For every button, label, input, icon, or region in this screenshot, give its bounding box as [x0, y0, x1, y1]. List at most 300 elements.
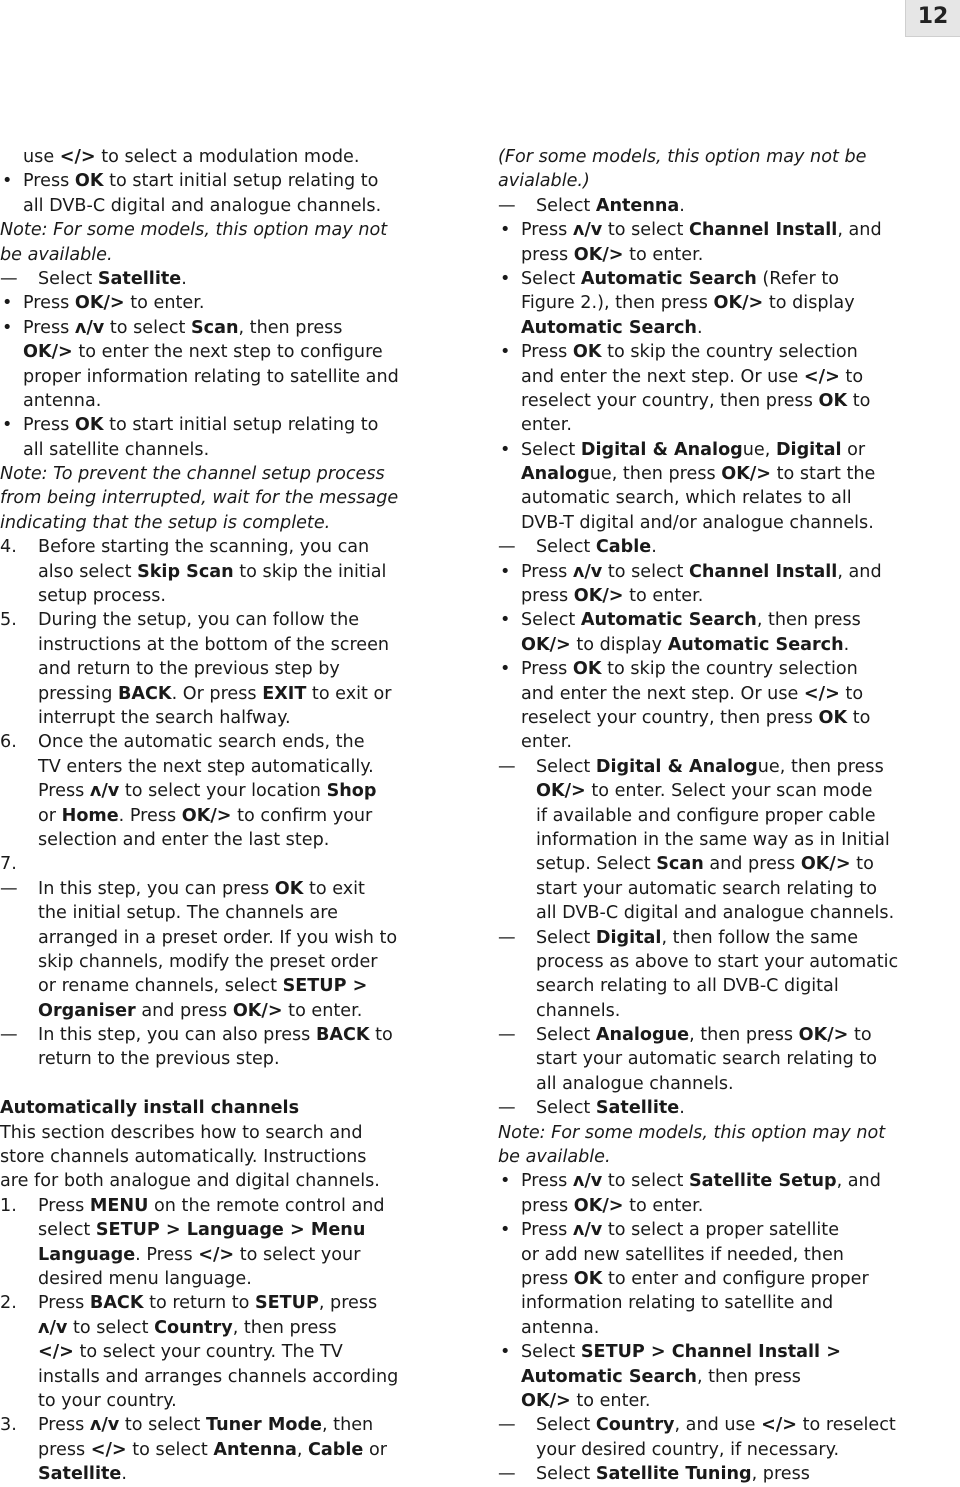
text-run: TV enters the next step automatically. — [38, 756, 374, 777]
text-line — [0, 877, 470, 901]
bold-term: ʌ/v — [572, 1220, 603, 1241]
text-line — [498, 340, 958, 364]
text-line — [498, 511, 958, 535]
text-run: be available. — [498, 1147, 611, 1168]
text-run: to enter the next step to configure — [72, 342, 383, 363]
bold-term: OK — [818, 390, 848, 411]
text-run: store channels automatically. Instructions — [0, 1147, 367, 1168]
text-run: to enter. Select your scan mode — [585, 781, 873, 802]
text-line — [498, 1267, 958, 1291]
left-column — [0, 145, 470, 1486]
text-run: to skip the country selection — [601, 659, 858, 680]
bold-term: Scan — [191, 317, 239, 338]
text-run: to exit — [303, 878, 365, 899]
text-line — [498, 413, 958, 437]
bold-term: Organiser — [38, 1000, 136, 1021]
text-run: selection and enter the last step. — [38, 829, 330, 850]
bold-term: OK — [74, 171, 104, 192]
text-run: Once the automatic search ends, the — [38, 732, 365, 753]
text-run: DVB-T digital and/or analogue channels. — [521, 512, 874, 533]
text-run: and press — [135, 1000, 233, 1021]
bold-term: Satellite Setup — [689, 1171, 837, 1192]
bold-term: BACK — [89, 1293, 144, 1314]
bold-term: OK — [572, 659, 602, 680]
note-line — [0, 511, 470, 535]
bold-term: Tuner Mode — [206, 1415, 322, 1436]
text-line — [0, 1169, 470, 1193]
text-line — [0, 633, 470, 657]
bold-term: OK — [274, 878, 304, 899]
bullet-marker: • — [500, 1220, 511, 1241]
text-run: or rename channels, select — [38, 976, 283, 997]
bold-term: OK/> — [521, 1390, 571, 1411]
text-run: automatic search, which relates to all — [521, 488, 852, 509]
text-run: to select — [67, 1317, 155, 1338]
text-run: desired menu language. — [38, 1268, 252, 1289]
text-run: Select — [536, 195, 596, 216]
text-line — [498, 657, 958, 681]
bold-term: Skip Scan — [137, 561, 234, 582]
text-run: to start initial setup relating to — [103, 415, 379, 436]
page-header — [0, 0, 960, 36]
bullet-marker: • — [500, 561, 511, 582]
text-run: . — [121, 1464, 127, 1485]
text-run: installs and arranges channels according — [38, 1366, 399, 1387]
text-run: to reselect — [797, 1415, 896, 1436]
bold-term: Country — [595, 1415, 675, 1436]
text-run: Select — [521, 610, 581, 631]
text-run: , and — [837, 220, 882, 241]
text-line — [498, 218, 958, 242]
text-run: Press — [23, 293, 75, 314]
text-line — [498, 1389, 958, 1413]
dash-marker: — — [0, 1025, 18, 1046]
bold-term: ʌ/v — [38, 1317, 68, 1338]
bullet-marker: • — [2, 317, 13, 338]
note-line — [0, 462, 470, 486]
dash-marker: — — [498, 1025, 516, 1046]
text-run: to display — [763, 293, 855, 314]
text-run: to select — [119, 1415, 206, 1436]
bold-term: Automatic Search — [580, 268, 757, 289]
text-run: Select — [521, 1342, 581, 1363]
text-run: enter. — [521, 415, 572, 436]
text-line — [498, 682, 958, 706]
text-line — [0, 950, 470, 974]
text-run: skip channels, modify the preset order — [38, 951, 378, 972]
text-run: press — [521, 1195, 574, 1216]
text-run: to enter. — [623, 586, 704, 607]
bold-term: Cable — [308, 1439, 364, 1460]
text-line — [498, 267, 958, 291]
text-run: . — [679, 1098, 685, 1119]
text-run: to enter and configure proper — [602, 1268, 869, 1289]
text-run: to select — [602, 561, 689, 582]
text-run: and enter the next step. Or use — [521, 683, 804, 704]
text-line — [0, 316, 470, 340]
text-line — [0, 194, 470, 218]
text-run: Select — [536, 756, 596, 777]
text-line — [498, 1072, 958, 1096]
text-run: Note: For some models, this option may not — [498, 1122, 886, 1143]
bold-term: Channel Install — [689, 561, 838, 582]
text-run: Press — [521, 659, 573, 680]
dash-marker: — — [498, 537, 516, 558]
bold-term: Channel Install — [689, 220, 838, 241]
text-line — [498, 1194, 958, 1218]
text-line — [0, 901, 470, 925]
text-run: antenna. — [23, 390, 102, 411]
text-line — [0, 608, 470, 632]
bold-term: ʌ/v — [89, 1415, 120, 1436]
text-run: also select — [38, 561, 138, 582]
text-run: to enter. — [623, 1195, 704, 1216]
text-run: . — [651, 537, 657, 558]
text-run: all satellite channels. — [23, 439, 210, 460]
text-run: (Refer to — [756, 268, 840, 289]
text-run: . Or press — [171, 683, 263, 704]
text-run: Figure 2.), then press — [521, 293, 714, 314]
text-run: indicating that the setup is complete. — [0, 512, 331, 533]
text-run: or — [363, 1439, 387, 1460]
text-run: , press — [318, 1293, 378, 1314]
text-run: and enter the next step. Or use — [521, 366, 804, 387]
text-run: press — [521, 586, 574, 607]
text-line — [0, 1291, 470, 1315]
bold-term: OK/> — [573, 586, 624, 607]
text-run: to select — [126, 1439, 214, 1460]
text-line — [0, 1365, 470, 1389]
bold-term: OK — [572, 342, 602, 363]
bullet-marker: • — [500, 439, 511, 460]
bold-term: Analog — [521, 464, 590, 485]
text-run: proper information relating to satellite and — [23, 366, 399, 387]
text-run: , — [296, 1439, 309, 1460]
text-run: Press — [23, 171, 75, 192]
text-run: reselect your country, then press — [521, 390, 819, 411]
bold-term: Satellite Tuning — [595, 1464, 752, 1485]
text-run: press — [521, 244, 574, 265]
text-line — [498, 974, 958, 998]
text-run: ue, then press — [589, 464, 722, 485]
bold-term: Language — [38, 1244, 136, 1265]
bullet-marker: • — [500, 268, 511, 289]
text-line — [498, 608, 958, 632]
text-line — [498, 1462, 958, 1486]
dash-marker: — — [498, 1464, 516, 1485]
text-run: to your country. — [38, 1390, 177, 1411]
bold-term: SETUP > Channel Install > — [580, 1342, 841, 1363]
text-run: and press — [703, 854, 801, 875]
bold-term: </> — [761, 1415, 798, 1436]
text-run: instructions at the bottom of the screen — [38, 634, 390, 655]
text-line — [0, 755, 470, 779]
bold-term: OK/> — [721, 464, 772, 485]
text-run: information in the same way as in Initial — [536, 829, 890, 850]
text-run: return to the previous step. — [38, 1049, 280, 1070]
text-line — [498, 1365, 958, 1389]
text-run: , and — [837, 561, 882, 582]
text-line — [0, 828, 470, 852]
bold-term: Satellite — [38, 1464, 122, 1485]
bold-term: </> — [803, 683, 840, 704]
text-run: to — [369, 1025, 393, 1046]
bold-term: OK/> — [181, 805, 232, 826]
text-line — [498, 194, 958, 218]
text-run: all analogue channels. — [536, 1073, 734, 1094]
text-run: your desired country, if necessary. — [536, 1439, 840, 1460]
text-line — [498, 1291, 958, 1315]
note-line — [498, 145, 958, 169]
text-run: to exit or — [306, 683, 392, 704]
bold-term: Scan — [656, 854, 704, 875]
text-run: . — [696, 317, 703, 338]
text-line — [0, 730, 470, 754]
text-run: Press — [521, 561, 573, 582]
text-line — [498, 901, 958, 925]
step-number: 5. — [0, 610, 17, 631]
bold-term: SETUP > — [282, 976, 368, 997]
text-run: or add new satellites if needed, then — [521, 1244, 844, 1265]
text-line — [0, 1047, 470, 1071]
bold-term: Automatically install channels — [0, 1098, 300, 1119]
text-line — [0, 804, 470, 828]
bullet-marker: • — [500, 1171, 511, 1192]
bold-term: Digital — [595, 927, 662, 948]
note-line — [0, 243, 470, 267]
text-run: or — [841, 439, 866, 460]
text-line — [498, 1413, 958, 1437]
text-run: select — [38, 1220, 96, 1241]
text-line — [0, 1413, 470, 1437]
text-line — [0, 340, 470, 364]
text-run: . Press — [118, 805, 182, 826]
text-line — [498, 730, 958, 754]
text-line — [498, 560, 958, 584]
step-number: 3. — [0, 1415, 17, 1436]
text-run: to confirm your — [231, 805, 373, 826]
text-line — [0, 682, 470, 706]
bold-term: OK — [74, 415, 104, 436]
text-run: press — [521, 1268, 574, 1289]
text-run: , and use — [674, 1415, 762, 1436]
text-run: setup. Select — [536, 854, 657, 875]
text-run: or — [38, 805, 62, 826]
text-line — [498, 950, 958, 974]
bold-term: OK — [573, 1268, 603, 1289]
bold-term: ʌ/v — [572, 220, 603, 241]
text-run: start your automatic search relating to — [536, 878, 878, 899]
text-run: Press — [23, 415, 75, 436]
right-column — [498, 145, 958, 1486]
bold-term: OK/> — [573, 244, 624, 265]
bold-term: SETUP > Language > Menu — [95, 1220, 366, 1241]
dash-marker: — — [0, 268, 18, 289]
bullet-marker: • — [500, 659, 511, 680]
bold-term: OK/> — [798, 1025, 849, 1046]
text-line — [498, 291, 958, 315]
text-run: search relating to all DVB-C digital — [536, 976, 839, 997]
text-run: , then press — [696, 1366, 801, 1387]
text-run: pressing — [38, 683, 118, 704]
text-run: the initial setup. The channels are — [38, 903, 338, 924]
text-run: Before starting the scanning, you can — [38, 537, 370, 558]
text-run: be available. — [0, 244, 113, 265]
text-line — [0, 145, 470, 169]
bold-term: </> — [59, 147, 96, 167]
bullet-marker: • — [500, 610, 511, 631]
text-run: to return to — [143, 1293, 255, 1314]
text-line — [0, 1243, 470, 1267]
text-run: In this step, you can also press — [38, 1025, 316, 1046]
text-run: to select a modulation mode. — [95, 147, 360, 167]
text-line — [0, 1194, 470, 1218]
bold-term: Automatic Search — [580, 610, 757, 631]
text-line — [498, 779, 958, 803]
bold-term: OK/> — [536, 781, 586, 802]
text-run: to enter. — [570, 1390, 651, 1411]
text-run: Select — [521, 439, 581, 460]
step-number: 7. — [0, 854, 17, 875]
text-line — [0, 365, 470, 389]
text-run: Select — [536, 927, 596, 948]
text-run: channels. — [536, 1000, 621, 1021]
text-line — [0, 1218, 470, 1242]
text-run: to select — [104, 317, 191, 338]
bold-term: OK/> — [713, 293, 764, 314]
text-line — [498, 1340, 958, 1364]
text-run: ue, — [742, 439, 776, 460]
text-run: , then press — [232, 1317, 337, 1338]
text-line — [0, 560, 470, 584]
bold-term: OK/> — [74, 293, 125, 314]
bullet-marker: • — [2, 293, 13, 314]
text-line — [498, 828, 958, 852]
bold-term: Shop — [326, 781, 377, 802]
text-line — [0, 1438, 470, 1462]
note-line — [498, 1121, 958, 1145]
text-run: , then — [321, 1415, 374, 1436]
text-line — [498, 1218, 958, 1242]
step-number: 4. — [0, 537, 17, 558]
text-run: to start initial setup relating to — [103, 171, 379, 192]
text-run: Press — [38, 1195, 90, 1216]
text-run: Select — [536, 1415, 596, 1436]
bold-term: Satellite — [595, 1098, 680, 1119]
text-run: to select your — [234, 1244, 361, 1265]
text-run: ue, then press — [757, 756, 884, 777]
dash-marker: — — [0, 878, 18, 899]
bold-term: SETUP — [254, 1293, 319, 1314]
text-run: press — [38, 1439, 91, 1460]
bold-term: Country — [154, 1317, 233, 1338]
text-line — [0, 926, 470, 950]
text-run: to start the — [771, 464, 876, 485]
bold-term: OK/> — [23, 342, 73, 363]
bold-term: Analogue — [595, 1025, 690, 1046]
text-line — [498, 852, 958, 876]
text-run: all DVB-C digital and analogue channels. — [23, 195, 382, 216]
text-run: Press — [521, 1171, 573, 1192]
text-run: Select — [536, 1098, 596, 1119]
text-run: and return to the previous step by — [38, 659, 340, 680]
text-line — [0, 999, 470, 1023]
dash-marker: — — [498, 1098, 516, 1119]
page-number: 12 — [905, 0, 960, 37]
text-run: to display — [570, 634, 668, 655]
text-line — [498, 486, 958, 510]
bold-term: Satellite — [97, 268, 182, 289]
text-run: Press — [38, 1415, 90, 1436]
text-run: start your automatic search relating to — [536, 1049, 878, 1070]
dash-marker: — — [498, 195, 516, 216]
text-line — [0, 1145, 470, 1169]
text-line — [498, 389, 958, 413]
text-run: arranged in a preset order. If you wish to — [38, 927, 398, 948]
text-run: to select a proper satellite — [602, 1220, 840, 1241]
paragraph-spacer — [0, 1072, 470, 1096]
text-run: , press — [751, 1464, 810, 1485]
text-run: . — [679, 195, 685, 216]
text-run: Press — [521, 220, 573, 241]
text-run: Select — [536, 537, 596, 558]
text-run: During the setup, you can follow the — [38, 610, 360, 631]
text-line — [0, 1462, 470, 1486]
bold-term: MENU — [89, 1195, 149, 1216]
text-line — [0, 852, 470, 876]
text-run: to enter. — [124, 293, 205, 314]
text-run: use — [23, 147, 60, 167]
text-run: Select — [38, 268, 98, 289]
text-run: information relating to satellite and — [521, 1293, 834, 1314]
text-run: from being interrupted, wait for the message — [0, 488, 399, 509]
bold-term: Automatic Search — [521, 1366, 697, 1387]
text-run: to — [839, 366, 864, 387]
text-run: This section describes how to search and — [0, 1122, 363, 1143]
text-line — [0, 413, 470, 437]
text-line — [498, 1316, 958, 1340]
bold-term: </> — [38, 1342, 74, 1363]
text-run: to — [847, 390, 871, 411]
text-run: Select — [521, 268, 581, 289]
text-line — [498, 706, 958, 730]
step-number: 1. — [0, 1195, 17, 1216]
bold-term: BACK — [117, 683, 172, 704]
bullet-marker: • — [2, 171, 13, 192]
note-line — [498, 1145, 958, 1169]
text-run: , then follow the same — [661, 927, 859, 948]
text-run: if available and configure proper cable — [536, 805, 876, 826]
text-line — [498, 877, 958, 901]
text-line — [0, 974, 470, 998]
text-run: to skip the country selection — [601, 342, 858, 363]
bold-term: Digital & Analog — [595, 756, 758, 777]
text-run: interrupt the search halfway. — [38, 707, 291, 728]
text-run: Press — [38, 1293, 90, 1314]
bold-term: OK/> — [800, 854, 851, 875]
text-run: Select — [536, 1025, 596, 1046]
bullet-marker: • — [500, 220, 511, 241]
text-line — [0, 1121, 470, 1145]
bold-term: OK/> — [573, 1195, 624, 1216]
step-number: 6. — [0, 732, 17, 753]
text-run: (For some models, this option may not be — [498, 147, 867, 167]
text-line — [498, 633, 958, 657]
text-run: , then press — [756, 610, 861, 631]
bold-term: OK/> — [232, 1000, 283, 1021]
text-line — [0, 657, 470, 681]
text-run: Select — [536, 1464, 596, 1485]
